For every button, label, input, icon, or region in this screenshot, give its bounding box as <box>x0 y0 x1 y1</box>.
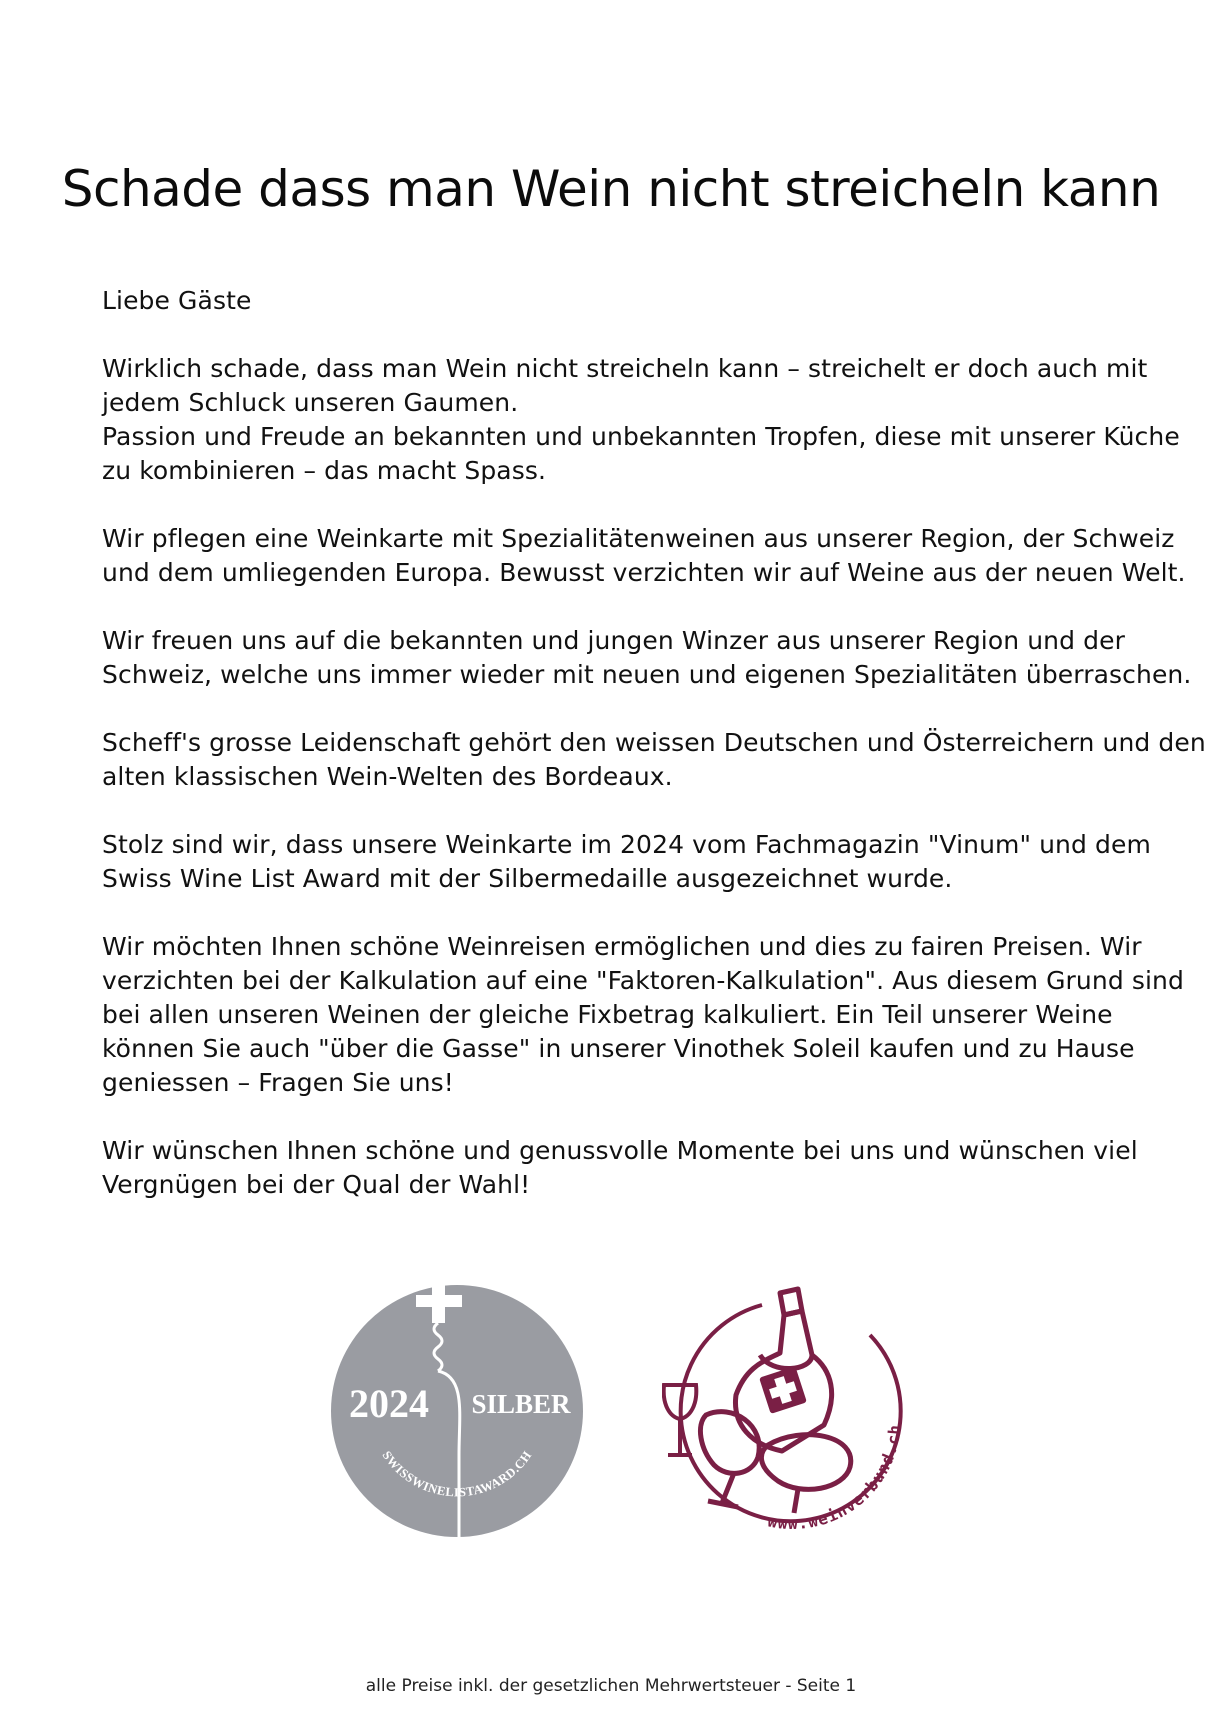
swiss-flag-icon <box>759 1366 807 1414</box>
wine-glass-tilted-icon <box>761 1435 850 1513</box>
text-line: Swiss Wine List Award mit der Silbermedaille ausgezeichnet wurde. <box>102 864 953 893</box>
logos-row <box>0 1285 1222 1545</box>
text-line: verzichten bei der Kalkulation auf eine "Faktoren-Kalkulation". Aus diesem Grund sind <box>102 966 1184 995</box>
paragraph-winzer <box>102 624 1192 692</box>
paragraph-greeting <box>102 284 1142 318</box>
text-line: zu kombinieren – das macht Spass. <box>102 456 547 485</box>
wine-glass-large-icon <box>700 1412 759 1507</box>
text-line: Passion und Freude an bekannten und unbekannten Tropfen, diese mit unserer Küche <box>102 422 1180 451</box>
text-line: Wir wünschen Ihnen schöne und genussvolle Momente bei uns und wünschen viel <box>102 1136 1138 1165</box>
page-title: Schade dass man Wein nicht streicheln kann <box>61 160 1161 218</box>
text-line: Liebe Gäste <box>102 286 252 315</box>
text-line: und dem umliegenden Europa. Bewusst verzichten wir auf Weine aus der neuen Welt. <box>102 558 1186 587</box>
text-line: alten klassischen Wein-Welten des Bordeaux. <box>102 762 673 791</box>
letter-body <box>102 284 1206 1236</box>
paragraph-award <box>102 828 1151 896</box>
text-line: Vergnügen bei der Qual der Wahl! <box>102 1170 531 1199</box>
text-line: Scheff's grosse Leidenschaft gehört den weissen Deutschen und Österreichern und den <box>102 728 1206 757</box>
paragraph-preise <box>102 930 1184 1100</box>
weinverbund-url: www.weinverbund.ch <box>766 1423 905 1534</box>
weinverbund-logo <box>662 1275 914 1537</box>
swiss-wine-list-award-logo <box>331 1285 583 1537</box>
text-line: Stolz sind wir, dass unsere Weinkarte im 2024 vom Fachmagazin "Vinum" und dem <box>102 830 1151 859</box>
paragraph-leidenschaft <box>102 726 1206 794</box>
page-footer: alle Preise inkl. der gesetzlichen Mehrwertsteuer - Seite 1 <box>365 1676 857 1696</box>
text-line: geniessen – Fragen Sie uns! <box>102 1068 454 1097</box>
text-line: Wir freuen uns auf die bekannten und jungen Winzer aus unserer Region und der <box>102 626 1125 655</box>
text-line: können Sie auch "über die Gasse" in unserer Vinothek Soleil kaufen und zu Hause <box>102 1034 1135 1063</box>
text-line: bei allen unseren Weinen der gleiche Fixbetrag kalkuliert. Ein Teil unserer Weine <box>102 1000 1113 1029</box>
award-year: 2024 <box>349 1381 429 1426</box>
text-line: jedem Schluck unseren Gaumen. <box>102 388 519 417</box>
text-line: Wir pflegen eine Weinkarte mit Spezialitätenweinen aus unserer Region, der Schweiz <box>102 524 1175 553</box>
award-url: SWISSWINELISTAWARD.CH <box>379 1448 535 1500</box>
paragraph-weinkarte <box>102 522 1186 590</box>
text-line: Schweiz, welche uns immer wieder mit neuen und eigenen Spezialitäten überraschen. <box>102 660 1192 689</box>
paragraph-intro <box>102 352 1180 488</box>
text-line: Wir möchten Ihnen schöne Weinreisen ermöglichen und dies zu fairen Preisen. Wir <box>102 932 1142 961</box>
text-line: Wirklich schade, dass man Wein nicht streicheln kann – streichelt er doch auch mit <box>102 354 1148 383</box>
paragraph-closing <box>102 1134 1142 1202</box>
award-medal-label: SILBER <box>471 1389 571 1419</box>
